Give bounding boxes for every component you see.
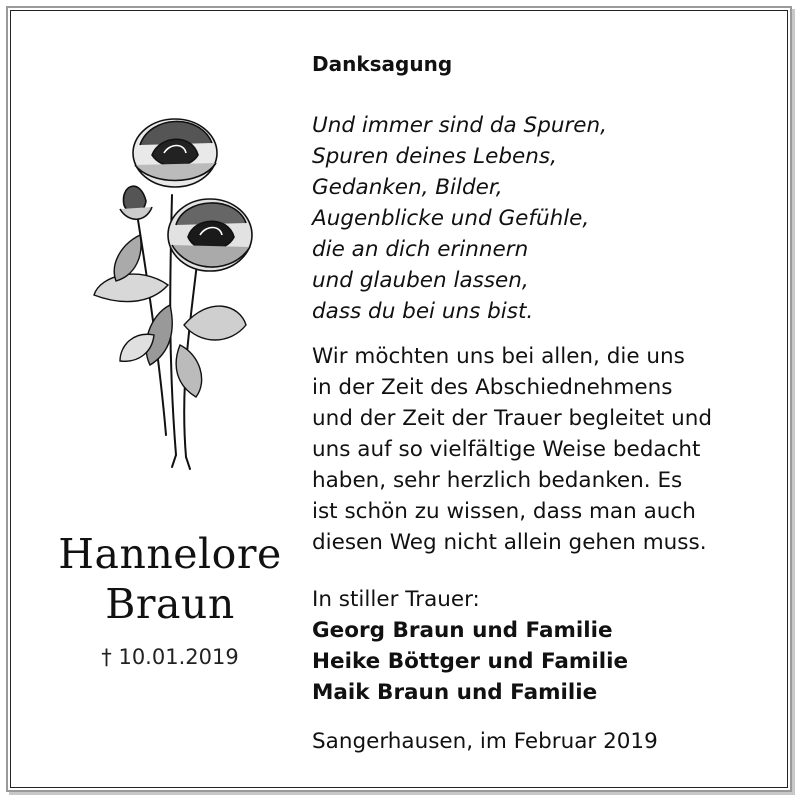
thanks-line: haben, sehr herzlich bedanken. Es	[312, 468, 683, 493]
rose-illustration	[80, 105, 260, 475]
poem-line: Spuren deines Lebens,	[312, 144, 557, 169]
place-and-date: Sangerhausen, im Februar 2019	[312, 729, 658, 754]
thanks-line: und der Zeit der Trauer begleitet und	[312, 406, 713, 431]
notice-heading: Danksagung	[312, 52, 453, 76]
thanks-line: in der Zeit des Abschiednehmens	[312, 375, 673, 400]
thanks-paragraph	[312, 341, 712, 558]
death-date: † 10.01.2019	[101, 645, 239, 669]
mourning-intro: In stiller Trauer:	[312, 587, 480, 612]
family-name: Heike Böttger und Familie	[312, 649, 629, 674]
rose-bloom-lower	[168, 199, 252, 271]
poem-line: dass du bei uns bist.	[312, 299, 534, 324]
deceased-last-name: Braun	[105, 580, 235, 628]
rose-bloom-top	[133, 119, 217, 187]
thanks-line: Wir möchten uns bei allen, die uns	[312, 344, 685, 369]
poem-line: und glauben lassen,	[312, 268, 529, 293]
thanks-line: uns auf so vielfältige Weise bedacht	[312, 437, 701, 462]
thanks-line: diesen Weg nicht allein gehen muss.	[312, 530, 707, 555]
mourners-block	[312, 584, 628, 708]
poem-line: die an dich erinnern	[312, 237, 529, 262]
poem-line: Und immer sind da Spuren,	[312, 113, 607, 138]
family-name: Georg Braun und Familie	[312, 618, 613, 643]
poem-line: Gedanken, Bilder,	[312, 175, 503, 200]
rose-bud	[120, 186, 152, 219]
deceased-first-name: Hannelore	[58, 530, 282, 578]
poem	[312, 110, 607, 327]
thanks-line: ist schön zu wissen, dass man auch	[312, 499, 696, 524]
family-name: Maik Braun und Familie	[312, 680, 598, 705]
poem-line: Augenblicke und Gefühle,	[312, 206, 590, 231]
